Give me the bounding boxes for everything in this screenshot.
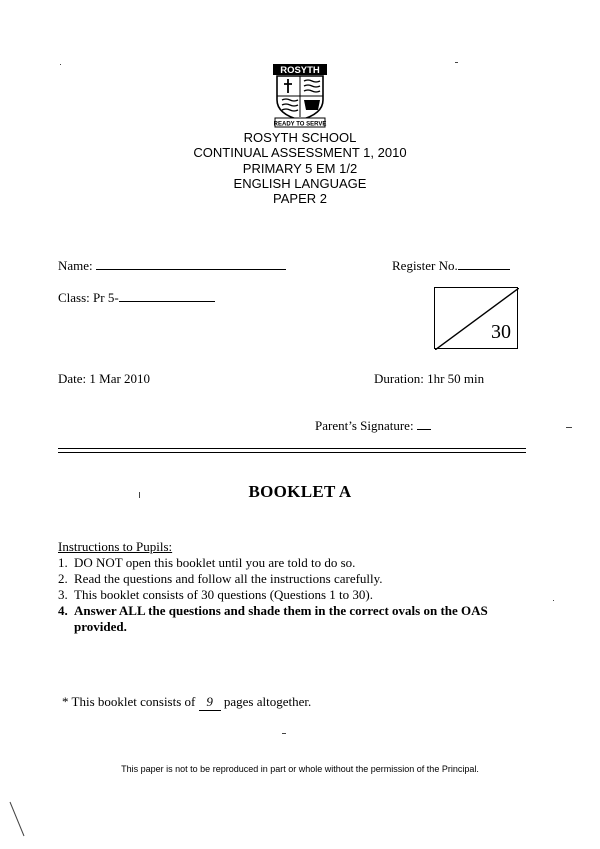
instruction-item: 1. DO NOT open this booklet until you are told to do so. (58, 555, 356, 570)
register-field (392, 257, 510, 274)
signature-label: Parent’s Signature: (315, 418, 414, 433)
instructions-heading: Instructions to Pupils: (58, 539, 173, 554)
instructions-list (58, 555, 538, 635)
scan-speck (566, 427, 572, 428)
pages-note: * This booklet consists of 9 pages altogether. (62, 694, 312, 709)
scan-speck (282, 733, 286, 734)
paper-title: PAPER 2 (273, 191, 327, 206)
class-blank (119, 289, 215, 302)
school-name: ROSYTH SCHOOL (243, 130, 357, 145)
class-label: Class: Pr 5- (58, 290, 119, 305)
date-field: Date: 1 Mar 2010 (58, 371, 151, 386)
instruction-item: 4. Answer ALL the questions and shade them in the correct ovals on the OAS provided. (58, 603, 488, 634)
svg-text:ROSYTH: ROSYTH (280, 65, 320, 76)
score-total: 30 (491, 321, 511, 343)
scan-mark (8, 800, 28, 840)
signature-field (315, 417, 431, 434)
divider-top (58, 448, 526, 449)
name-blank (96, 257, 286, 270)
scan-speck (553, 600, 554, 601)
school-crest (270, 62, 330, 128)
booklet-title: BOOKLET A (248, 482, 352, 501)
signature-blank (417, 417, 431, 430)
score-box (434, 287, 518, 349)
instruction-item: 3. This booklet consists of 30 questions (Questions 1 to 30). (58, 587, 373, 602)
svg-text:READY TO SERVE: READY TO SERVE (273, 121, 327, 128)
duration-field: Duration: 1hr 50 min (374, 371, 485, 386)
register-blank (458, 257, 510, 270)
scan-speck (139, 492, 140, 498)
level-title: PRIMARY 5 EM 1/2 (242, 161, 358, 176)
assessment-title: CONTINUAL ASSESSMENT 1, 2010 (193, 145, 407, 160)
register-label: Register No. (392, 258, 458, 273)
name-field (58, 257, 286, 274)
subject-title: ENGLISH LANGUAGE (233, 176, 367, 191)
class-field (58, 289, 215, 306)
divider-bottom (58, 452, 526, 453)
name-label: Name: (58, 258, 93, 273)
scan-speck (455, 62, 458, 63)
page-count: 9 (199, 694, 221, 711)
instruction-item: 2. Read the questions and follow all the instructions carefully. (58, 571, 383, 586)
scan-speck (60, 64, 61, 65)
footer-note: This paper is not to be reproduced in part or whole without the permission of the Principal. (121, 764, 479, 774)
